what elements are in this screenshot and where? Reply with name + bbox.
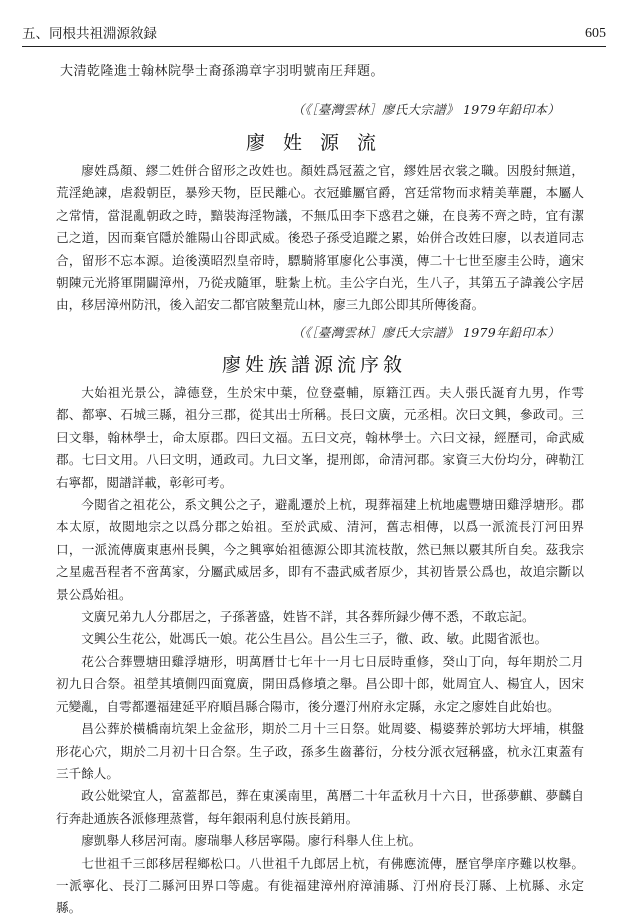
section-title: 廖 姓 源 流 — [245, 132, 383, 154]
paragraph: 文廣兄弟九人分郡居之，子孫著盛，姓皆不詳，其各葬所録少傳不悉，不敢忘記。 — [81, 609, 535, 625]
paragraph: 文興公生花公，妣馮氏一娘。花公生昌公。昌公生三子，徹、政、敏。此閲省派也。 — [81, 631, 548, 647]
section-body — [56, 382, 584, 920]
paragraph: 花公合葬豐塘田雞浮塘形，明萬曆廿七年十一月七日辰時重修，癸山丁向，每年期於二月初九日合祭。祖塋其墳側四面寬廣，開田爲修墳之舉。昌公即十郎，妣周宜人、楊宜人，因宋元變亂，自雩都遷福建延平府順昌縣合陽市，後分遷汀州府永定縣，永定之廖姓自此始也。 — [56, 653, 584, 714]
credit-line: 大清乾隆進士翰林院學士裔孫鴻章字羽明號南圧拜題。 — [60, 64, 385, 79]
source-citation: （《［臺灣雲林］廖氏大宗譜》 1979年鉛印本） — [292, 102, 560, 117]
paragraph: 政公妣梁宜人，富蓋都邑，葬在東溪南里，萬曆二十年孟秋月十六日，世孫夢麒、夢麟自行奔赴通族各派修理蒸嘗，每年銀兩利息付族長銷用。 — [56, 788, 584, 826]
paragraph: 七世祖千三郎移居程鄉松口。八世祖千九郎居上杭，有佛應流傳，歷官學庠序難以枚舉。一派寧化、長汀二縣河田界口等處。有徙福建漳州府漳浦縣、汀州府長汀縣、上杭縣、永定縣。 — [56, 855, 584, 916]
source-citation: （《［臺灣雲林］廖氏大宗譜》 1979年鉛印本） — [292, 325, 560, 340]
paragraph: 今閲省之祖花公，系文興公之子，避亂遷於上杭，現葬福建上杭地處豐塘田雞浮塘形。郡本太原，故閲地宗之以爲分郡之始祖。至於武威、清河，舊志相傳，以爲一派流長汀河田界口，一派流傳廣東惠州長興，今之興寧始祖德源公即其流枝散，然已無以覈其所自矣。茲我宗之星處吾程者不啻萬家，分屬武威居多，即有不盡武威者原少，其初皆景公爲也，故追宗斷以景公爲始祖。 — [56, 497, 584, 602]
header-section-title: 五、同根共祖淵源敘録 — [22, 26, 157, 42]
paragraph: 廖凱舉人移居河南。廖瑞舉人移居寧陽。廖行科舉人住上杭。 — [81, 833, 422, 849]
paragraph: 昌公葬於橫橋南坑架上金盆形，期於二月十三日祭。妣周婆、楊婆葬於郭坊大坪埔，棋盤形花心穴，期於二月初十日合祭。生子政，孫多生齒蕃衍，分枝分派衣冠稱盛，杭永江東蓋有三千餘人。 — [56, 721, 584, 781]
running-header — [22, 20, 606, 47]
page-number: 605 — [585, 26, 606, 41]
section-body — [56, 160, 584, 317]
paragraph: 大始祖光景公，諱德登，生於宋中葉，位登臺輔，原籍江西。夫人張氏誕育九男，作雩都、都寧、石城三縣，祖分三郡，從其出士所稱。長曰文廣，元丞相。次曰文興，參政司。三曰文舉，翰林學士，命太原郡。四曰文福。五曰文亮，翰林學士。六曰文禄，經歷司，命武威郡。七曰文用。八曰文明，通政司。九曰文峯，提刑郎，命清河郡。家資三大份均分，碑勒江右寧都，閲譜詳載，彰彰可考。 — [56, 385, 584, 490]
paragraph: 廖姓爲顏、繆二姓併合留形之改姓也。顏姓爲冠蓋之官，繆姓居衣裳之職。因殷紂無道，荒淫絶諫，虐殺朝臣，暴殄天物，臣民離心。衣冠雖屬官爵，宮廷常物而求精美華麗，本屬人之常情，當混亂朝政之時，黯裝海淫物議，不無瓜田李下惑君之嫌，在良莠不齊之時，宜有潔己之道，因而棄官隱於雒陽山谷即武威。後恐子孫受追蹤之累，始併合改姓曰廖，以表道同志合，留形不忘本源。迨後漢昭烈皇帝時，驃騎將軍廖化公事漢，傳二十七世至廖圭公時，適宋朝陳元光將軍開闢漳州，乃從戎隨軍，駐紮上杭。圭公字白光，生八子，其第五子諱義公字居由，移居漳州防汛，後入詔安二都官陂墾荒山林，廖三九郎公即其所傳後裔。 — [56, 163, 584, 313]
section-title: 廖姓族譜源流序敘 — [221, 354, 406, 376]
